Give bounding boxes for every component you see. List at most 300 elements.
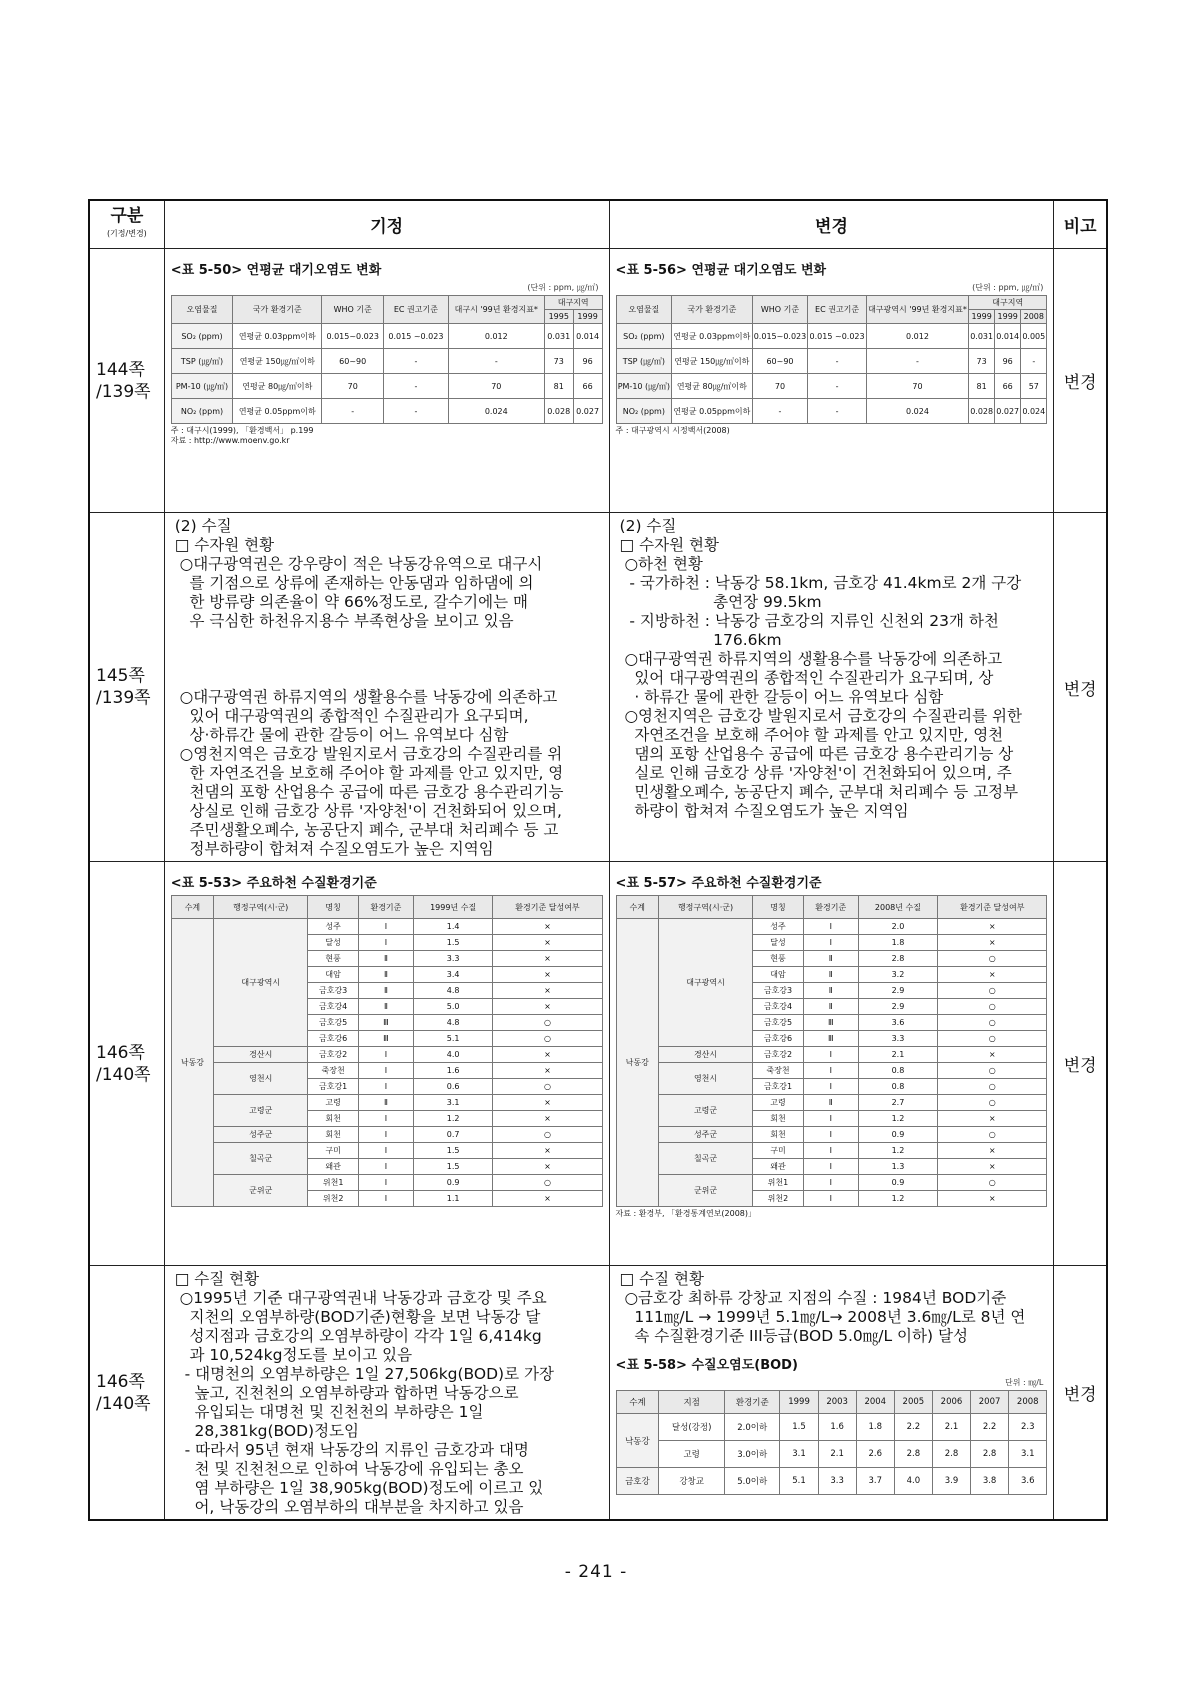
table-cell: 금호강5 (308, 1015, 359, 1031)
table-cell: × (493, 1095, 602, 1111)
column-header: 환경기준 달성여부 (938, 896, 1047, 919)
table-cell: 왜관 (308, 1159, 359, 1175)
note: 변경 (1054, 249, 1107, 513)
table-cell: Ⅱ (358, 951, 413, 967)
table-cell: ○ (938, 1031, 1047, 1047)
table-cell: 1.5 (413, 1159, 493, 1175)
table-cell: 1.1 (413, 1191, 493, 1207)
table-cell: 금호강1 (753, 1079, 804, 1095)
table-cell: 70 (866, 374, 968, 399)
table-cell: ○ (493, 1175, 602, 1191)
table-cell: 0.024 (1021, 399, 1047, 424)
table-cell: Ⅲ (803, 1015, 858, 1031)
table-cell: × (938, 1143, 1047, 1159)
table-cell: Ⅰ (803, 1159, 858, 1175)
table-cell: 2.2 (894, 1414, 932, 1441)
table-cell: × (493, 1063, 602, 1079)
table-cell: 66 (995, 374, 1021, 399)
table-row (616, 374, 1047, 399)
table-cell: 2.0 (858, 919, 938, 935)
table-cell: × (493, 999, 602, 1015)
table-row (171, 349, 602, 374)
table-cell: 달성(강정) (659, 1414, 725, 1441)
column-header: 2004 (856, 1391, 894, 1414)
table-cell: 1.5 (413, 935, 493, 951)
table-caption: <표 5-50> 연평균 대기오염도 변화 (170, 263, 382, 278)
table-cell: 낙동강 (616, 1414, 659, 1468)
table-cell: Ⅰ (803, 1175, 858, 1191)
table-cell: Ⅰ (358, 1063, 413, 1079)
source-note: 주 : 대구시(1999), 「환경백서」 p.199 자료 : http://www.moenv.go.kr (170, 426, 314, 445)
table-cell: ○ (938, 1079, 1047, 1095)
column-header: 국가 환경기준 (233, 296, 322, 324)
table-cell: PM-10 (㎍/㎥) (171, 374, 233, 399)
page-ref: 145쪽 /139쪽 (89, 513, 164, 862)
column-header: WHO 기준 (752, 296, 808, 324)
source-note: 자료 : 환경부, 「환경통계연보(2008)」 (615, 1209, 757, 1218)
region-name: 칠곡군 (658, 1143, 752, 1175)
table-cell: 3.3 (413, 951, 493, 967)
table-row (171, 1095, 602, 1111)
table-cell: 2.1 (858, 1047, 938, 1063)
table-cell: 2.9 (858, 983, 938, 999)
bod-table (616, 1390, 1048, 1495)
table-cell: × (493, 967, 602, 983)
table-cell: 4.0 (894, 1468, 932, 1495)
table-cell: Ⅰ (358, 919, 413, 935)
table-row (616, 324, 1047, 349)
column-header: 2008 (1021, 310, 1047, 324)
column-header: 행정구역(시·군) (658, 896, 752, 919)
source-note: 주 : 대구광역시 시정백서(2008) (615, 426, 730, 435)
region-name: 군위군 (214, 1175, 308, 1207)
table-cell: ○ (938, 1015, 1047, 1031)
body-text: □ 수질 현황 ○금호강 최하류 강창교 지점의 수질 : 1984년 BOD기준 111㎎/L → 1999년 5.1㎎/L→ 2008년 3.6㎎/L로 8년 연 속 수질환경기준 III등급(BOD 5.0㎎/L 이하) 달성 (619, 1270, 1026, 1345)
region-name: 성주군 (658, 1127, 752, 1143)
table-row (171, 324, 602, 349)
table-cell: 0.012 (866, 324, 968, 349)
region-name: 대구광역시 (658, 919, 752, 1047)
table-cell: 1.5 (780, 1414, 818, 1441)
table-cell: 3.1 (780, 1441, 818, 1468)
table-row (616, 1143, 1047, 1159)
table-cell: 위천1 (753, 1175, 804, 1191)
table-cell: 0.8 (858, 1079, 938, 1095)
table-cell: ○ (938, 983, 1047, 999)
region-name: 경산시 (658, 1047, 752, 1063)
table-cell: 연평균 150㎍/㎥이하 (233, 349, 322, 374)
table-cell: ○ (493, 1079, 602, 1095)
table-cell: 금호강2 (308, 1047, 359, 1063)
column-header: 1999년 수질 (413, 896, 493, 919)
table-cell: ○ (493, 1127, 602, 1143)
river-table-old (171, 895, 603, 1207)
column-header: 환경기준 (358, 896, 413, 919)
unit-label: 단위 : ㎎/L (1004, 1378, 1044, 1387)
note: 변경 (1054, 1266, 1107, 1521)
table-cell: PM-10 (㎍/㎥) (616, 374, 672, 399)
table-cell: ○ (493, 1031, 602, 1047)
region-name: 고령군 (214, 1095, 308, 1127)
table-cell: 3.6 (1009, 1468, 1047, 1495)
table-cell: 성주 (753, 919, 804, 935)
table-cell: SO₂ (ppm) (171, 324, 233, 349)
column-header: 환경기준 달성여부 (493, 896, 602, 919)
table-cell: - (808, 349, 866, 374)
column-header: 명칭 (308, 896, 359, 919)
region-name: 대구광역시 (214, 919, 308, 1047)
page-ref: 146쪽 /140쪽 (89, 862, 164, 1266)
table-cell: Ⅰ (803, 1191, 858, 1207)
table-cell: 2.2 (971, 1414, 1009, 1441)
table-cell: × (493, 1111, 602, 1127)
table-cell: 2.9 (858, 999, 938, 1015)
table-cell: 96 (995, 349, 1021, 374)
table-cell: 0.8 (858, 1063, 938, 1079)
column-header: 대구지역 (544, 296, 602, 310)
column-header: 환경기준 (725, 1391, 780, 1414)
table-cell: 66 (573, 374, 602, 399)
header-new: 변경 (609, 200, 1054, 249)
table-cell: Ⅲ (358, 1015, 413, 1031)
page-number: - 241 - (564, 1562, 628, 1582)
table-cell: 현풍 (308, 951, 359, 967)
table-row (616, 349, 1047, 374)
table-caption: <표 5-53> 주요하천 수질환경기준 (170, 876, 377, 891)
table-cell: - (384, 399, 449, 424)
air-table-new (616, 295, 1048, 424)
table-cell: 회천 (753, 1111, 804, 1127)
table-cell: Ⅱ (358, 1095, 413, 1111)
table-cell: 4.8 (413, 1015, 493, 1031)
body-text: (2) 수질 □ 수자원 현황 ○하천 현황 - 국가하천 : 낙동강 58.1km, 금호강 41.4km로 2개 구강 총연장 99.5km - 지방하천 : 낙동강 금호강의 지류인 신천외 23개 하천 176.6km ○대구광역권 하류지역의 생활용수를 낙동강에 의존하고 있어 대구광역권의 종합적인 수질관리가 요구되며, 상 · 하류간 물에 관한 갈등이 어느 유역보다 심함 ○영천지역은 금호강 발원지로서 금호강의 수질관리를 위한 자연조건을 보호해 주어야 할 과제를 안고 있지만, 영천 댐의 포항 산업용수 공급에 따른 금호강 용수관리기능 상 실로 인해 금호강 상류 '자양천'이 건천화되어 있으며, 주 민생활오폐수, 농공단지 폐수, 군부대 처리폐수 등 고정부 하량이 합쳐져 수질오염도가 높은 지역임 (619, 517, 1022, 820)
table-cell: - (384, 349, 449, 374)
table-cell: Ⅰ (803, 1079, 858, 1095)
table-cell: × (938, 1191, 1047, 1207)
row-air-quality (89, 249, 1107, 513)
table-cell: 2.7 (858, 1095, 938, 1111)
table-caption: <표 5-58> 수질오염도(BOD) (615, 1358, 798, 1373)
table-cell: Ⅰ (803, 919, 858, 935)
table-cell: - (866, 349, 968, 374)
table-cell: 고령 (753, 1095, 804, 1111)
table-cell: 대암 (308, 967, 359, 983)
table-cell: 0.015 ~0.023 (808, 324, 866, 349)
table-cell: 금호강2 (753, 1047, 804, 1063)
column-header: 2006 (932, 1391, 970, 1414)
table-row (616, 1095, 1047, 1111)
header-old: 기정 (164, 200, 609, 249)
table-cell: 성주 (308, 919, 359, 935)
table-row (171, 1127, 602, 1143)
table-cell: 4.0 (413, 1047, 493, 1063)
table-cell: 구미 (753, 1143, 804, 1159)
table-cell: × (938, 1159, 1047, 1175)
table-cell: 왜관 (753, 1159, 804, 1175)
table-cell: 0.028 (544, 399, 573, 424)
table-cell: 죽장천 (753, 1063, 804, 1079)
table-cell: 금호강6 (308, 1031, 359, 1047)
table-cell: 3.1 (1009, 1441, 1047, 1468)
table-cell: × (493, 951, 602, 967)
table-cell: 3.3 (818, 1468, 856, 1495)
new-cell (609, 513, 1054, 862)
table-cell: 2.3 (1009, 1414, 1047, 1441)
table-cell: 0.005 (1021, 324, 1047, 349)
table-row (616, 919, 1047, 935)
column-header: 1999 (995, 310, 1021, 324)
new-cell (609, 1266, 1054, 1521)
table-cell: 81 (969, 374, 995, 399)
river-name: 낙동강 (616, 919, 658, 1207)
table-cell: 연평균 0.03ppm이하 (233, 324, 322, 349)
table-caption: <표 5-56> 연평균 대기오염도 변화 (615, 263, 827, 278)
table-cell: 위천2 (753, 1191, 804, 1207)
table-row (171, 1175, 602, 1191)
table-cell: 금호강1 (308, 1079, 359, 1095)
table-cell: 3.1 (413, 1095, 493, 1111)
table-cell: 0.028 (969, 399, 995, 424)
table-cell: 1.6 (413, 1063, 493, 1079)
table-cell: 1.6 (818, 1414, 856, 1441)
column-header: WHO 기준 (322, 296, 384, 324)
region-name: 군위군 (658, 1175, 752, 1207)
table-cell: NO₂ (ppm) (171, 399, 233, 424)
table-cell: 0.031 (544, 324, 573, 349)
table-cell: 73 (969, 349, 995, 374)
table-cell: Ⅲ (803, 1031, 858, 1047)
table-cell: 60~90 (752, 349, 808, 374)
table-cell: TSP (㎍/㎥) (171, 349, 233, 374)
table-cell: Ⅰ (803, 1063, 858, 1079)
table-cell: 2.8 (971, 1441, 1009, 1468)
table-cell: 연평균 150㎍/㎥이하 (672, 349, 752, 374)
table-row (171, 919, 602, 935)
table-cell: 1.2 (858, 1191, 938, 1207)
table-cell: 2.1 (818, 1441, 856, 1468)
table-cell: 0.031 (969, 324, 995, 349)
table-cell: 0.7 (413, 1127, 493, 1143)
table-cell: 금호강 (616, 1468, 659, 1495)
column-header: 1995 (544, 310, 573, 324)
table-cell: Ⅰ (358, 1127, 413, 1143)
column-header: EC 권고기준 (384, 296, 449, 324)
table-cell: ○ (938, 1175, 1047, 1191)
table-cell: 0.024 (866, 399, 968, 424)
table-cell: × (938, 1047, 1047, 1063)
table-row (171, 1143, 602, 1159)
table-cell: Ⅰ (803, 1047, 858, 1063)
table-cell: 0.9 (858, 1175, 938, 1191)
table-cell: - (1021, 349, 1047, 374)
header-note: 비고 (1054, 200, 1107, 249)
table-cell: 회천 (753, 1127, 804, 1143)
column-header: 수계 (616, 896, 658, 919)
table-cell: 회천 (308, 1111, 359, 1127)
table-cell: 70 (448, 374, 544, 399)
table-cell: Ⅰ (358, 1191, 413, 1207)
table-cell: 연평균 80㎍/㎥이하 (233, 374, 322, 399)
column-header: 1999 (573, 310, 602, 324)
air-table-old (171, 295, 603, 424)
table-cell: - (808, 399, 866, 424)
old-cell (164, 249, 609, 513)
table-cell: Ⅰ (803, 1111, 858, 1127)
column-header: 2008 (1009, 1391, 1047, 1414)
table-cell: 2.8 (894, 1441, 932, 1468)
table-row (171, 1063, 602, 1079)
table-cell: 3.9 (932, 1468, 970, 1495)
table-cell: ○ (938, 999, 1047, 1015)
body-text: (2) 수질 □ 수자원 현황 ○대구광역권은 강우량이 적은 낙동강유역으로 대구시 를 기점으로 상류에 존재하는 안동댐과 임하댐에 의 한 방류량 의존율이 약 66%정도로, 갈수기에는 매 우 극심한 하천유지용수 부족현상을 보이고 있음 ○대구광역권 하류지역의 생활용수를 낙동강에 의존하고 있어 대구광역권의 종합적인 수질관리가 요구되며, 상·하류간 물에 관한 갈등이 어느 유역보다 심함 ○영천지역은 금호강 발원지로서 금호강의 수질관리를 위 한 자연조건을 보호해 주어야 할 과제를 안고 있지만, 영 천댐의 포항 산업용수 공급에 따른 금호강 용수관리기능 상실로 인해 금호강 상류 '자양천'이 건천화되어 있으며, 주민생활오폐수, 농공단지 폐수, 군부대 처리폐수 등 고 정부하량이 합쳐져 수질오염도가 높은 지역임 (174, 517, 564, 858)
table-caption: <표 5-57> 주요하천 수질환경기준 (615, 876, 822, 891)
table-row (616, 1047, 1047, 1063)
table-cell: 2.0이하 (725, 1414, 780, 1441)
table-cell: Ⅰ (358, 1159, 413, 1175)
table-cell: 57 (1021, 374, 1047, 399)
table-cell: 60~90 (322, 349, 384, 374)
old-cell (164, 513, 609, 862)
table-cell: × (938, 935, 1047, 951)
table-cell: × (493, 1047, 602, 1063)
table-cell: 금호강4 (308, 999, 359, 1015)
table-row (616, 1175, 1047, 1191)
table-row (616, 399, 1047, 424)
table-cell: - (384, 374, 449, 399)
table-cell: Ⅰ (358, 1111, 413, 1127)
table-cell: 죽장천 (308, 1063, 359, 1079)
column-header: 2005 (894, 1391, 932, 1414)
table-cell: Ⅰ (358, 1143, 413, 1159)
page-ref: 146쪽 /140쪽 (89, 1266, 164, 1521)
table-cell: 0.014 (995, 324, 1021, 349)
river-name: 낙동강 (171, 919, 213, 1207)
table-cell: Ⅰ (803, 935, 858, 951)
table-cell: 고령 (659, 1441, 725, 1468)
table-cell: 0.9 (858, 1127, 938, 1143)
table-cell: ○ (493, 1015, 602, 1031)
header-category: 구분 (기정/변경) (89, 200, 164, 249)
table-cell: - (322, 399, 384, 424)
table-cell: 3.6 (858, 1015, 938, 1031)
table-cell: 금호강3 (753, 983, 804, 999)
column-header: 국가 환경기준 (672, 296, 752, 324)
table-cell: 금호강6 (753, 1031, 804, 1047)
region-name: 성주군 (214, 1127, 308, 1143)
row-water-resources (89, 513, 1107, 862)
table-cell: - (752, 399, 808, 424)
table-cell: 1.4 (413, 919, 493, 935)
column-header: 행정구역(시·군) (214, 896, 308, 919)
table-cell: ○ (938, 951, 1047, 967)
table-cell: 0.6 (413, 1079, 493, 1095)
new-cell (609, 249, 1054, 513)
table-cell: 연평균 80㎍/㎥이하 (672, 374, 752, 399)
column-header: 1999 (780, 1391, 818, 1414)
table-cell: 0.015 ~0.023 (384, 324, 449, 349)
table-row (171, 1047, 602, 1063)
note: 변경 (1054, 513, 1107, 862)
table-cell: 0.027 (995, 399, 1021, 424)
table-cell: Ⅱ (358, 999, 413, 1015)
table-cell: 73 (544, 349, 573, 374)
table-cell: Ⅱ (803, 1095, 858, 1111)
body-text: □ 수질 현황 ○1995년 기준 대구광역권내 낙동강과 금호강 및 주요 지천의 오염부하량(BOD기준)현황을 보면 낙동강 달 성지점과 금호강의 오염부하량이 각각 1일 6,414kg 과 10,524kg정도를 보이고 있음 - 대명천의 오염부하량은 1일 27,506kg(BOD)로 가장 높고, 진천천의 오염부하량과 합하면 낙동강으로 유입되는 대명천 및 진천천의 부하량은 1일 28,381kg(BOD)정도임 - 따라서 95년 현재 낙동강의 지류인 금호강과 대명 천 및 진천천으로 인하여 낙동강에 유입되는 총오 염 부하량은 1일 38,905kg(BOD)정도에 이르고 있 어, 낙동강의 오염부하의 대부분을 차지하고 있음 (174, 1270, 554, 1516)
table-cell: 1.8 (858, 935, 938, 951)
table-cell: Ⅱ (803, 951, 858, 967)
table-cell: 금호강4 (753, 999, 804, 1015)
table-cell: 0.014 (573, 324, 602, 349)
old-cell (164, 862, 609, 1266)
table-cell: ○ (938, 1095, 1047, 1111)
column-header: 지점 (659, 1391, 725, 1414)
table-cell: ○ (938, 1063, 1047, 1079)
table-cell: Ⅰ (803, 1143, 858, 1159)
column-header: EC 권고기준 (808, 296, 866, 324)
table-cell: 0.012 (448, 324, 544, 349)
note: 변경 (1054, 862, 1107, 1266)
table-cell: Ⅰ (803, 1127, 858, 1143)
table-cell: 3.7 (856, 1468, 894, 1495)
table-cell: 0.015~0.023 (752, 324, 808, 349)
table-cell: 달성 (753, 935, 804, 951)
revision-table (88, 199, 1108, 1521)
table-cell: 5.0 (413, 999, 493, 1015)
region-name: 영천시 (214, 1063, 308, 1095)
table-cell: × (938, 967, 1047, 983)
table-cell: 2.1 (932, 1414, 970, 1441)
table-cell: 위천2 (308, 1191, 359, 1207)
table-cell: 2.8 (858, 951, 938, 967)
table-cell: - (808, 374, 866, 399)
column-header: 명칭 (753, 896, 804, 919)
new-cell (609, 862, 1054, 1266)
table-cell: 70 (322, 374, 384, 399)
table-cell: 강창교 (659, 1468, 725, 1495)
table-cell: Ⅲ (358, 1031, 413, 1047)
table-cell: Ⅰ (358, 1175, 413, 1191)
region-name: 고령군 (658, 1095, 752, 1127)
table-cell: 3.4 (413, 967, 493, 983)
old-cell (164, 1266, 609, 1521)
table-cell: 3.3 (858, 1031, 938, 1047)
table-cell: 금호강3 (308, 983, 359, 999)
column-header: 1999 (969, 310, 995, 324)
table-cell: 연평균 0.03ppm이하 (672, 324, 752, 349)
table-cell: 3.8 (971, 1468, 1009, 1495)
column-header: 대구시 '99년 환경지표* (448, 296, 544, 324)
table-cell: Ⅱ (358, 983, 413, 999)
unit-label: (단위 : ppm, ㎍/㎥) (972, 283, 1044, 292)
table-cell: Ⅱ (803, 999, 858, 1015)
table-cell: Ⅱ (358, 967, 413, 983)
table-cell: 달성 (308, 935, 359, 951)
column-header: 환경기준 (803, 896, 858, 919)
table-cell: 3.0이하 (725, 1441, 780, 1468)
table-cell: 0.027 (573, 399, 602, 424)
table-row (616, 1127, 1047, 1143)
table-cell: × (493, 1191, 602, 1207)
table-cell: 대암 (753, 967, 804, 983)
table-cell: 위천1 (308, 1175, 359, 1191)
table-cell: 0.015~0.023 (322, 324, 384, 349)
table-cell: × (938, 1111, 1047, 1127)
table-cell: Ⅰ (358, 1047, 413, 1063)
table-cell: 5.1 (780, 1468, 818, 1495)
table-row (616, 1414, 1047, 1441)
table-cell: 3.2 (858, 967, 938, 983)
table-cell: 1.2 (858, 1111, 938, 1127)
